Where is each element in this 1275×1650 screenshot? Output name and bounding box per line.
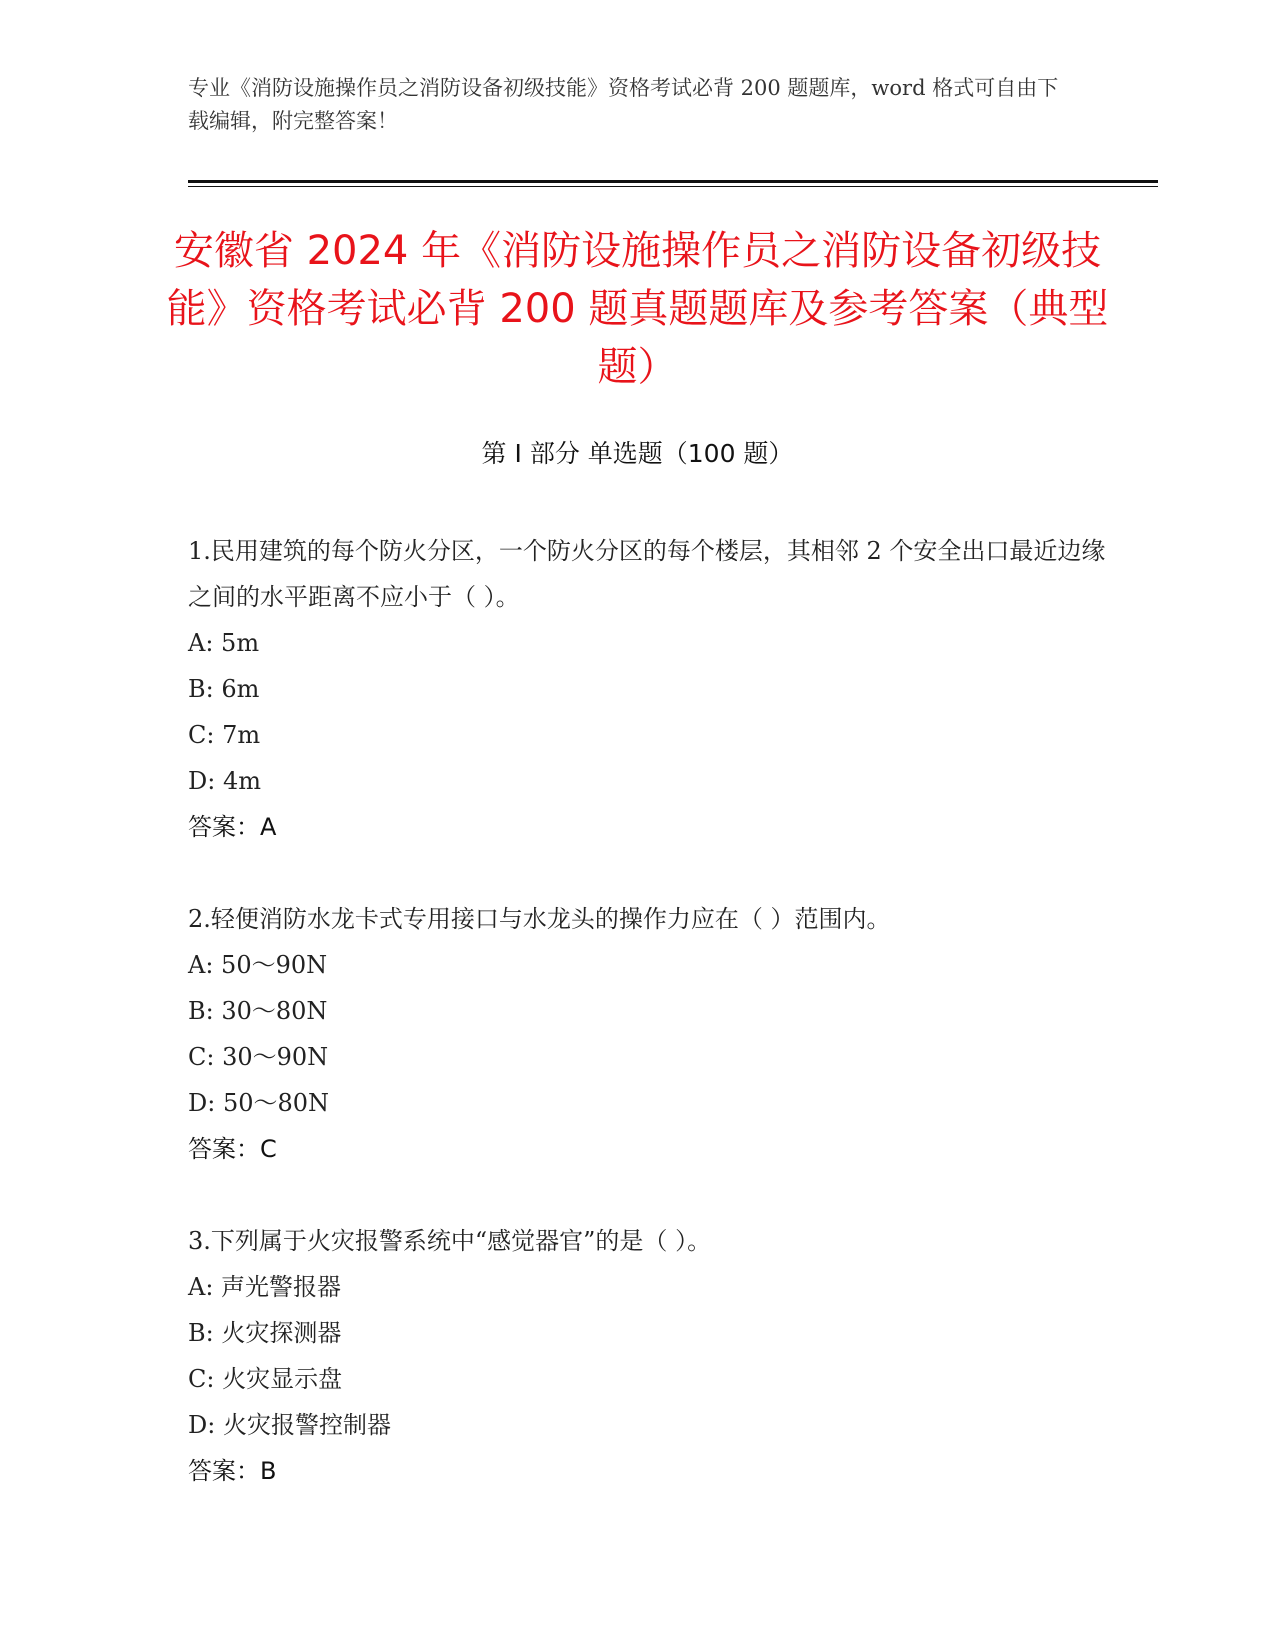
header-divider-thick (188, 180, 1158, 183)
section-heading: 第 I 部分 单选题（100 题） (481, 439, 794, 468)
question-3 (188, 1218, 1108, 1494)
option-d: D: 4m (188, 767, 261, 795)
question-stem: 2.轻便消防水龙卡式专用接口与水龙头的操作力应在（ ）范围内。 (188, 905, 891, 933)
answer: 答案：C (188, 1135, 277, 1163)
option-d: D: 火灾报警控制器 (188, 1411, 391, 1439)
question-stem: 3.下列属于火灾报警系统中“感觉器官”的是（ ）。 (188, 1227, 712, 1255)
option-c: C: 火灾显示盘 (188, 1365, 343, 1393)
option-d: D: 50～80N (188, 1089, 330, 1117)
option-b: B: 30～80N (188, 997, 328, 1025)
header-note: 专业《消防设施操作员之消防设备初级技能》资格考试必背 200 题题库，word 格式可自由下载编辑，附完整答案！ (188, 76, 1059, 133)
option-c: C: 7m (188, 721, 261, 749)
answer: 答案：B (188, 1457, 277, 1485)
document-title: 安徽省 2024 年《消防设施操作员之消防设备初级技能》资格考试必背 200 题真题题库及参考答案（典型题） (166, 228, 1109, 390)
option-a: A: 声光警报器 (188, 1273, 342, 1301)
option-b: B: 6m (188, 675, 260, 703)
option-b: B: 火灾探测器 (188, 1319, 342, 1347)
option-a: A: 5m (188, 629, 260, 657)
option-a: A: 50～90N (188, 951, 328, 979)
question-list (188, 528, 1108, 1540)
option-c: C: 30～90N (188, 1043, 329, 1071)
question-stem: 1.民用建筑的每个防火分区，一个防火分区的每个楼层，其相邻 2 个安全出口最近边缘之间的水平距离不应小于（ ）。 (188, 537, 1106, 611)
question-2 (188, 896, 1108, 1172)
question-1 (188, 528, 1108, 850)
header-divider-thin (188, 186, 1158, 187)
answer: 答案：A (188, 813, 277, 841)
